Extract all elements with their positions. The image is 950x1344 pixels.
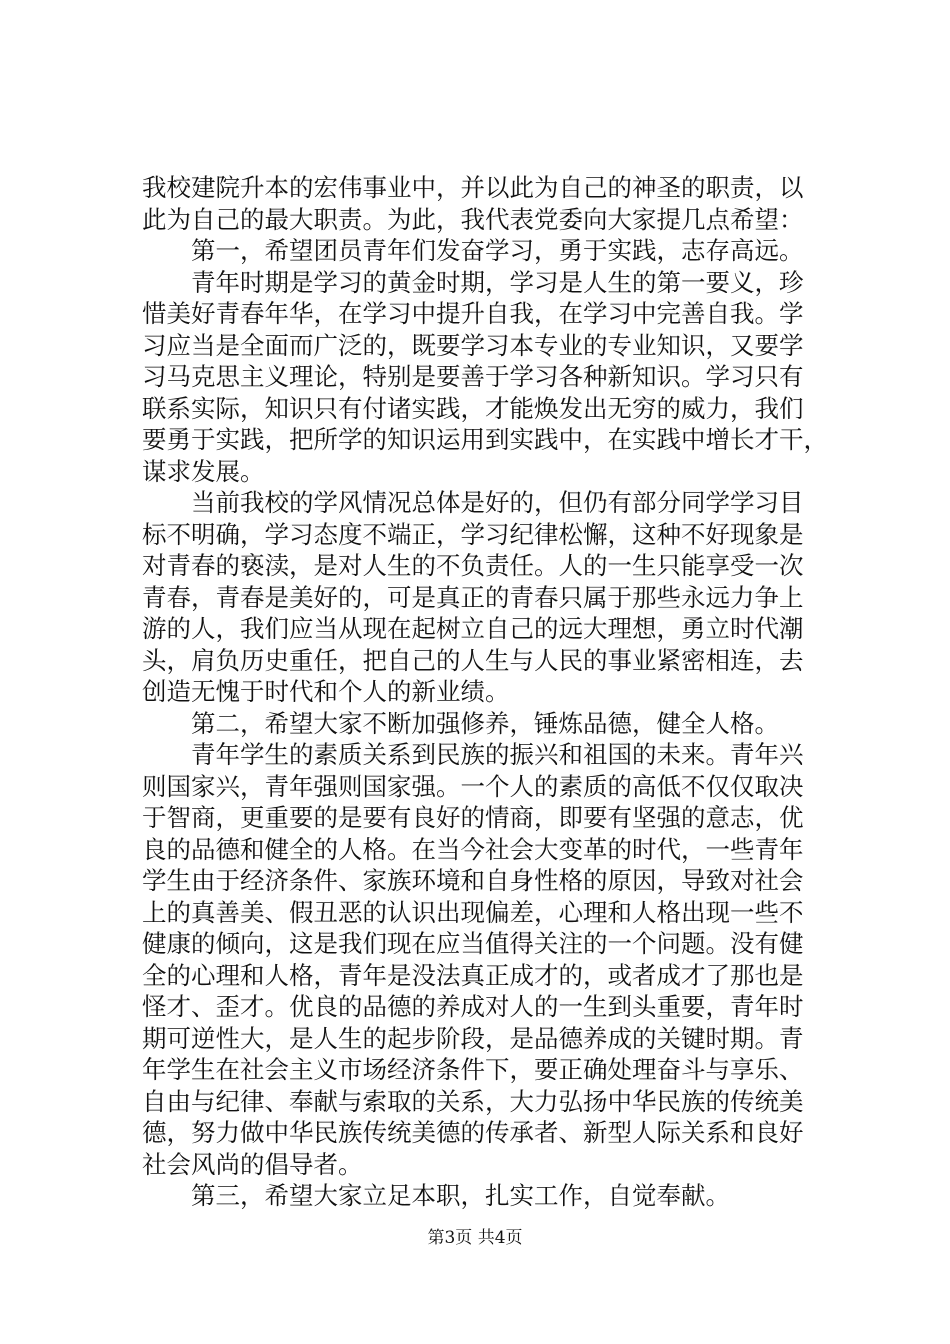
text-line: 上的真善美、假丑恶的认识出现偏差，心理和人格出现一些不	[142, 897, 804, 927]
text-line: 德，努力做中华民族传统美德的传承者、新型人际关系和良好	[142, 1118, 804, 1147]
text-line: 习应当是全面而广泛的，既要学习本专业的专业知识，又要学	[142, 330, 804, 360]
text-line: 谋求发展。	[142, 456, 265, 486]
text-line: 游的人，我们应当从现在起树立自己的远大理想，勇立时代潮	[142, 614, 804, 643]
text-line: 惜美好青春年华，在学习中提升自我，在学习中完善自我。学	[142, 299, 804, 328]
text-line: 怪才、歪才。优良的品德的养成对人的一生到头重要，青年时	[142, 992, 804, 1021]
text-line: 第三，希望大家立足本职，扎实工作，自觉奉献。	[142, 1181, 730, 1210]
text-line: 学生由于经济条件、家族环境和自身性格的原因，导致对社会	[142, 866, 804, 895]
text-line: 头，肩负历史重任，把自己的人生与人民的事业紧密相连，去	[142, 645, 804, 675]
text-line: 社会风尚的倡导者。	[142, 1149, 363, 1179]
text-line: 创造无愧于时代和个人的新业绩。	[142, 677, 510, 706]
text-line: 青年学生的素质关系到民族的振兴和祖国的未来。青年兴	[142, 740, 804, 769]
page-number-footer: 第3页 共4页	[427, 1228, 523, 1248]
text-line: 我校建院升本的宏伟事业中，并以此为自己的神圣的职责，以	[142, 173, 804, 202]
text-line: 要勇于实践，把所学的知识运用到实践中，在实践中增长才干，	[142, 425, 828, 454]
document-body	[142, 172, 832, 1212]
text-line: 自由与纪律、奉献与索取的关系，大力弘扬中华民族的传统美	[142, 1086, 804, 1116]
text-line: 对青春的亵渎，是对人生的不负责任。人的一生只能享受一次	[142, 551, 804, 580]
text-line: 青春，青春是美好的，可是真正的青春只属于那些永远力争上	[142, 582, 804, 612]
text-line: 全的心理和人格，青年是没法真正成才的，或者成才了那也是	[142, 960, 804, 990]
text-line: 健康的倾向，这是我们现在应当值得关注的一个问题。没有健	[142, 929, 804, 958]
text-line: 良的品德和健全的人格。在当今社会大变革的时代，一些青年	[142, 834, 804, 864]
text-line: 年学生在社会主义市场经济条件下，要正确处理奋斗与享乐、	[142, 1055, 804, 1084]
text-line: 期可逆性大，是人生的起步阶段，是品德养成的关键时期。青	[142, 1023, 804, 1053]
text-line: 第一，希望团员青年们发奋学习，勇于实践，志存高远。	[142, 236, 804, 265]
text-line: 则国家兴，青年强则国家强。一个人的素质的高低不仅仅取决	[142, 771, 804, 801]
text-line: 标不明确，学习态度不端正，学习纪律松懈，这种不好现象是	[142, 519, 804, 549]
text-line: 于智商，更重要的是要有良好的情商，即要有坚强的意志，优	[142, 803, 804, 832]
text-line: 习马克思主义理论，特别是要善于学习各种新知识。学习只有	[142, 362, 804, 391]
text-line: 此为自己的最大职责。为此，我代表党委向大家提几点希望：	[142, 204, 804, 234]
text-line: 当前我校的学风情况总体是好的，但仍有部分同学学习目	[142, 488, 804, 517]
text-line: 第二，希望大家不断加强修养，锤炼品德，健全人格。	[142, 708, 779, 738]
text-line: 青年时期是学习的黄金时期，学习是人生的第一要义，珍	[142, 267, 804, 297]
text-line: 联系实际，知识只有付诸实践，才能焕发出无穷的威力，我们	[142, 393, 804, 423]
